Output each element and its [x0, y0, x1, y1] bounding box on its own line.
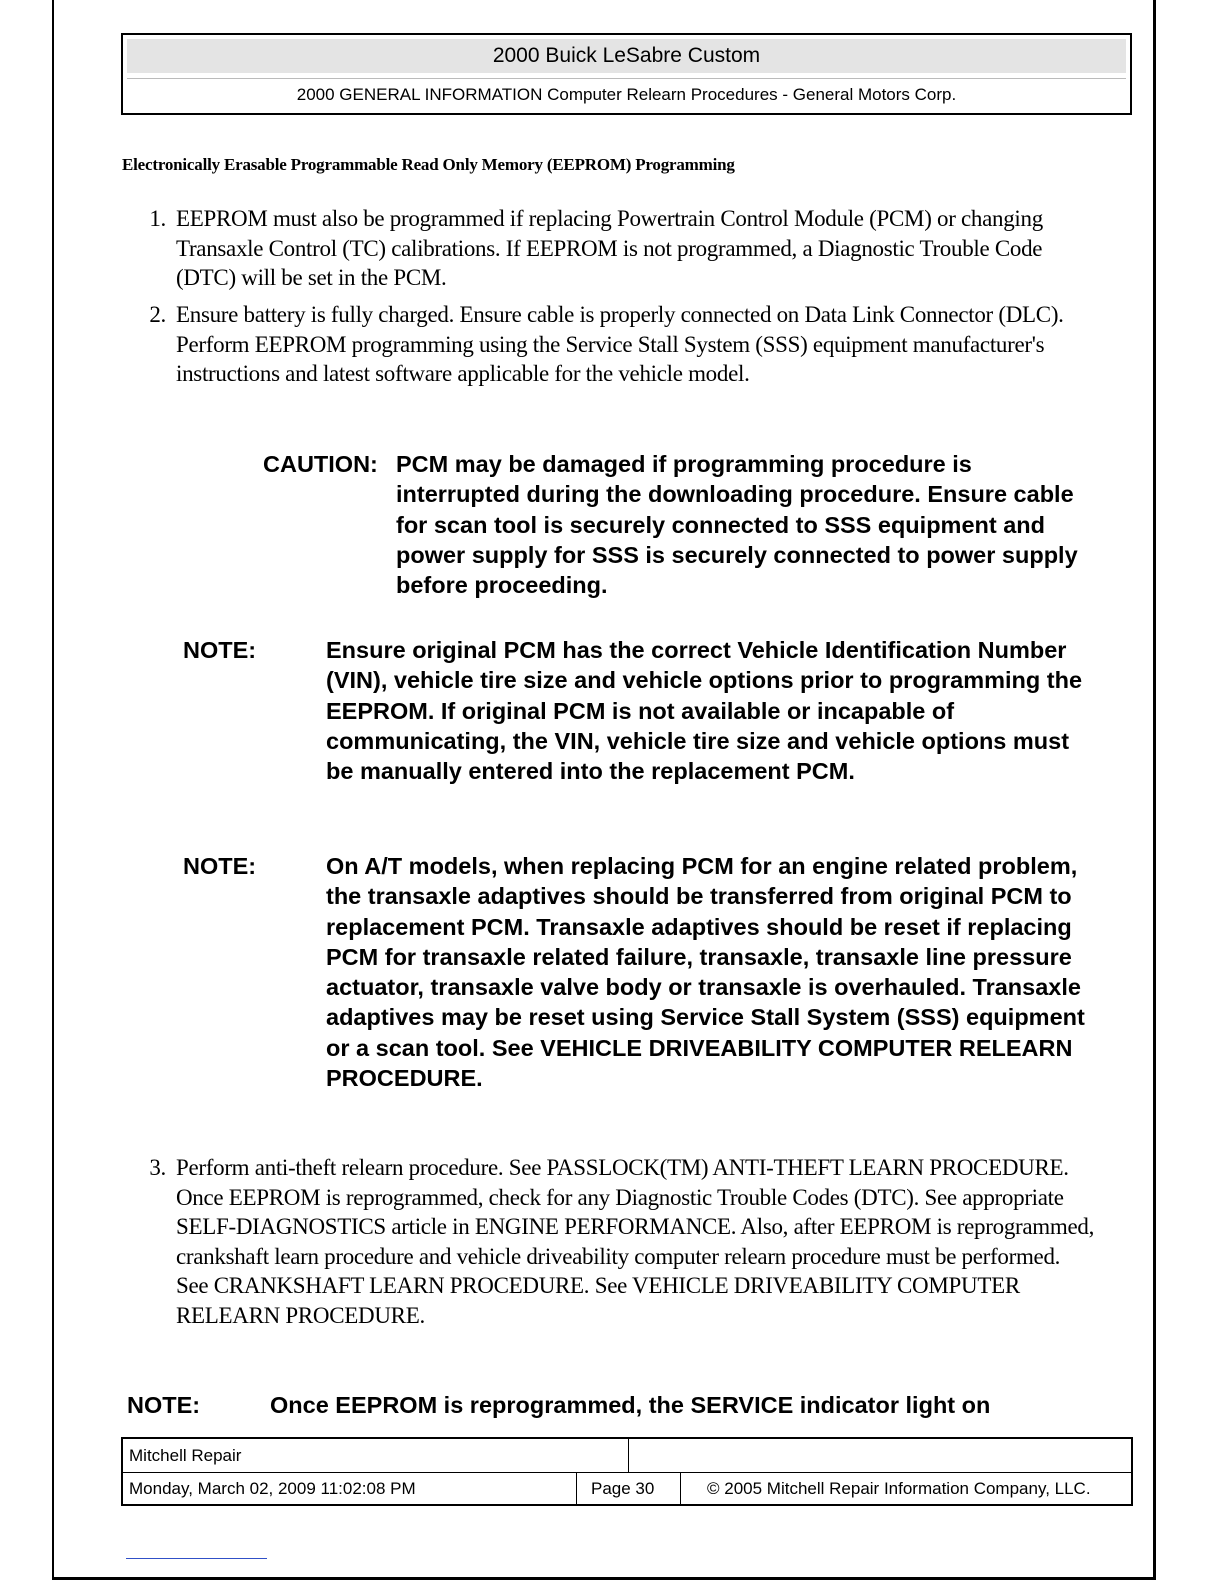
step-number: 1.: [149, 206, 166, 231]
step-item: [149, 1153, 1096, 1330]
vehicle-title: 2000 Buick LeSabre Custom: [127, 39, 1126, 73]
note-text: Ensure original PCM has the correct Vehicle Identification Number (VIN), vehicle tire size and vehicle options prior to programming the EEPROM. If original PCM is not available or incapable of communicating, the VIN, vehicle tire size and vehicle options must be manually entered into the replacement PCM.: [326, 637, 1083, 785]
article-subtitle: 2000 GENERAL INFORMATION Computer Relearn Procedures - General Motors Corp.: [127, 78, 1126, 110]
document-footer: [121, 1437, 1133, 1506]
note-label: NOTE:: [183, 853, 257, 879]
footer-timestamp: Monday, March 02, 2009 11:02:08 PM: [129, 1479, 416, 1498]
caution-label: CAUTION:: [263, 451, 378, 477]
step-item: [149, 300, 1096, 389]
footer-divider: [576, 1473, 577, 1504]
step-item: [149, 204, 1096, 293]
note-label: NOTE:: [127, 1392, 201, 1418]
bottom-rule: [126, 1558, 267, 1559]
footer-company: Mitchell Repair: [129, 1446, 242, 1465]
note-block: [127, 1390, 1107, 1422]
step-text: Perform anti-theft relearn procedure. See PASSLOCK(TM) ANTI-THEFT LEARN PROCEDURE. Once EEPROM is reprogrammed, check for any Diagnostic Trouble Codes (DTC). See appropriate SELF-DIAGNOSTICS article in ENGINE PERFORMANCE. Also, after EEPROM is reprogrammed, crankshaft learn procedure and vehicle driveability computer relearn procedure must be performed. See CRANKSHAFT LEARN PROCEDURE. See VEHICLE DRIVEABILITY COMPUTER RELEARN PROCEDURE.: [176, 1155, 1095, 1328]
note-text: Once EEPROM is reprogrammed, the SERVICE indicator light on: [270, 1392, 991, 1418]
note-label: NOTE:: [183, 637, 257, 663]
step-number: 2.: [149, 302, 166, 327]
footer-divider: [123, 1472, 1131, 1473]
caution-text: PCM may be damaged if programming procedure is interrupted during the downloading procedure. Ensure cable for scan tool is securely connected to SSS equipment and power supply for SSS is securely connected to power supply before proceeding.: [396, 451, 1078, 599]
note-text: On A/T models, when replacing PCM for an engine related problem, the transaxle adaptives should be transferred from original PCM to replacement PCM. Transaxle adaptives should be reset if replacing PCM for transaxle related failure, transaxle, transaxle line pressure actuator, transaxle valve body or transaxle is overhauled. Transaxle adaptives may be reset using Service Stall System (SSS) equipment or a scan tool. See VEHICLE DRIVEABILITY COMPUTER RELEARN PROCEDURE.: [326, 853, 1085, 1092]
document-header: [121, 33, 1132, 115]
footer-divider: [680, 1473, 681, 1504]
footer-divider: [628, 1439, 629, 1472]
step-text: Ensure battery is fully charged. Ensure cable is properly connected on Data Link Connector (DLC). Perform EEPROM programming using the Service Stall System (SSS) equipment manufacturer's instructions and latest software applicable for the vehicle model.: [176, 302, 1064, 386]
step-text: EEPROM must also be programmed if replacing Powertrain Control Module (PCM) or changing Transaxle Control (TC) calibrations. If EEPROM is not programmed, a Diagnostic Trouble Code (DTC) will be set in the PCM.: [176, 206, 1043, 290]
section-heading: Electronically Erasable Programmable Read Only Memory (EEPROM) Programming: [122, 155, 735, 174]
footer-copyright: © 2005 Mitchell Repair Information Company, LLC.: [707, 1479, 1091, 1498]
step-number: 3.: [149, 1155, 166, 1180]
footer-page: Page 30: [591, 1479, 655, 1498]
